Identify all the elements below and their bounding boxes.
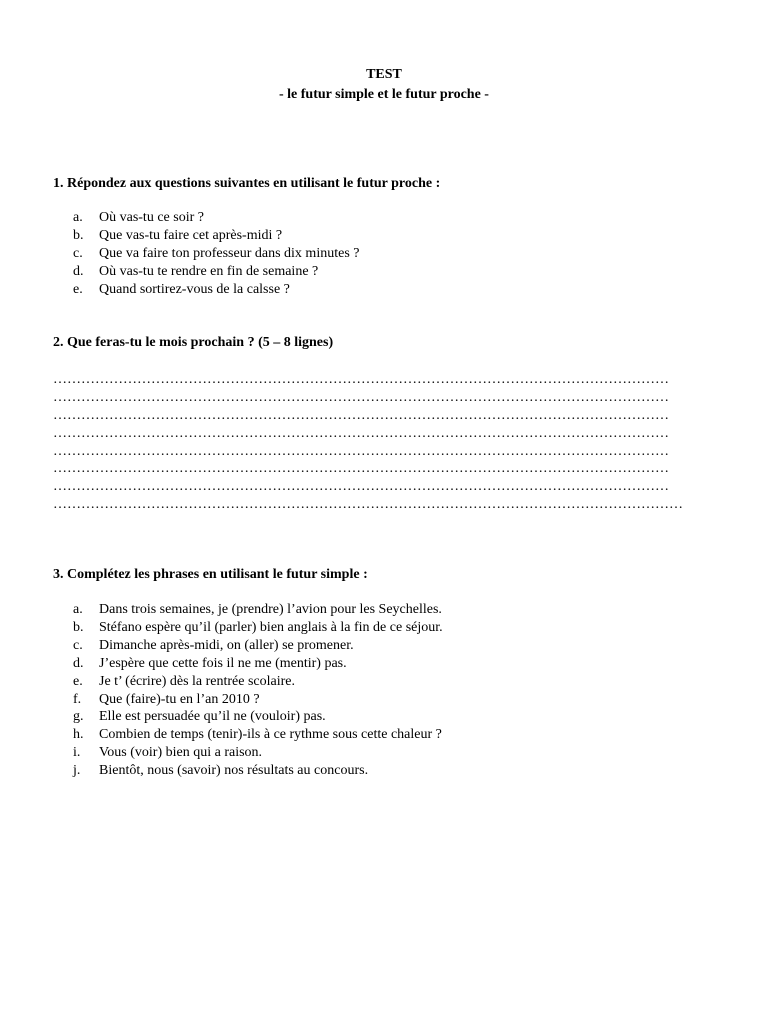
- list-marker: h.: [73, 727, 84, 743]
- list-item-text: Elle est persuadée qu’il ne (vouloir) pas.: [99, 709, 326, 725]
- list-marker: b.: [73, 619, 84, 635]
- answer-line: ……………………………………………………………………………………………………………………: [53, 425, 669, 441]
- list-item-text: J’espère que cette fois il ne me (mentir) pas.: [99, 655, 347, 671]
- list-item: [53, 637, 443, 655]
- list-item: [53, 691, 443, 709]
- list-item-text: Que vas-tu faire cet après-midi ?: [99, 227, 283, 243]
- list-item-text: Vous (voir) bien qui a raison.: [99, 745, 263, 761]
- list-marker: e.: [73, 281, 83, 297]
- list-marker: a.: [73, 602, 83, 617]
- list-marker: d.: [73, 263, 84, 279]
- section2-heading: 2. Que feras-tu le mois prochain ? (5 – 8 lignes): [53, 335, 334, 350]
- answer-line: ……………………………………………………………………………………………………………………: [53, 443, 669, 459]
- list-item: [53, 762, 443, 780]
- list-item-text: Stéfano espère qu’il (parler) bien anglais à la fin de ce séjour.: [99, 619, 443, 635]
- list-marker: g.: [73, 709, 84, 725]
- list-marker: a.: [73, 210, 83, 225]
- answer-line: ……………………………………………………………………………………………………………………: [53, 479, 669, 495]
- list-item: [53, 601, 443, 619]
- list-marker: j.: [73, 763, 81, 779]
- list-item: [53, 227, 359, 245]
- section3-heading: 3. Complétez les phrases en utilisant le futur simple :: [53, 567, 368, 582]
- list-item-text: Combien de temps (tenir)-ils à ce rythme sous cette chaleur ?: [99, 727, 442, 743]
- list-item: [53, 726, 443, 744]
- answer-line: ……………………………………………………………………………………………………………………: [53, 407, 669, 423]
- list-marker: c.: [73, 245, 83, 261]
- list-marker: i.: [73, 745, 81, 761]
- list-item-text: Où vas-tu te rendre en fin de semaine ?: [99, 263, 319, 279]
- list-item: [53, 245, 359, 263]
- list-item-text: Que va faire ton professeur dans dix minutes ?: [99, 245, 360, 261]
- page-subtitle: - le futur simple et le futur proche -: [279, 87, 489, 102]
- list-marker: e.: [73, 673, 83, 689]
- section1-heading: 1. Répondez aux questions suivantes en utilisant le futur proche :: [53, 176, 441, 191]
- list-item: [53, 744, 443, 762]
- answer-line: ……………………………………………………………………………………………………………………: [53, 461, 669, 477]
- section3-sentence-list: [53, 601, 443, 780]
- list-marker: f.: [73, 691, 82, 707]
- list-item-text: Dimanche après-midi, on (aller) se promener.: [99, 637, 354, 653]
- list-item-text: Où vas-tu ce soir ?: [99, 210, 204, 225]
- list-item-text: Quand sortirez-vous de la calsse ?: [99, 281, 290, 297]
- list-item-text: Que (faire)-tu en l’an 2010 ?: [99, 691, 260, 707]
- list-item-text: Je t’ (écrire) dès la rentrée scolaire.: [99, 673, 296, 689]
- list-item-text: Dans trois semaines, je (prendre) l’avion pour les Seychelles.: [99, 602, 442, 617]
- answer-line: ……………………………………………………………………………………………………………………: [53, 389, 669, 405]
- list-item-text: Bientôt, nous (savoir) nos résultats au concours.: [99, 763, 369, 779]
- list-marker: d.: [73, 655, 84, 671]
- list-marker: c.: [73, 637, 83, 653]
- answer-line: ……………………………………………………………………………………………………………………: [53, 372, 669, 387]
- list-item: [53, 263, 359, 281]
- page-title: TEST: [366, 67, 402, 82]
- list-item: [53, 708, 443, 726]
- section1-question-list: [53, 209, 359, 299]
- list-item: [53, 655, 443, 673]
- answer-lines: [53, 371, 753, 514]
- list-item: [53, 673, 443, 691]
- list-item: [53, 209, 359, 227]
- list-item: [53, 281, 359, 299]
- list-marker: b.: [73, 227, 84, 243]
- list-item: [53, 619, 443, 637]
- answer-line: ………………………………………………………………………………………………………………………: [53, 497, 683, 513]
